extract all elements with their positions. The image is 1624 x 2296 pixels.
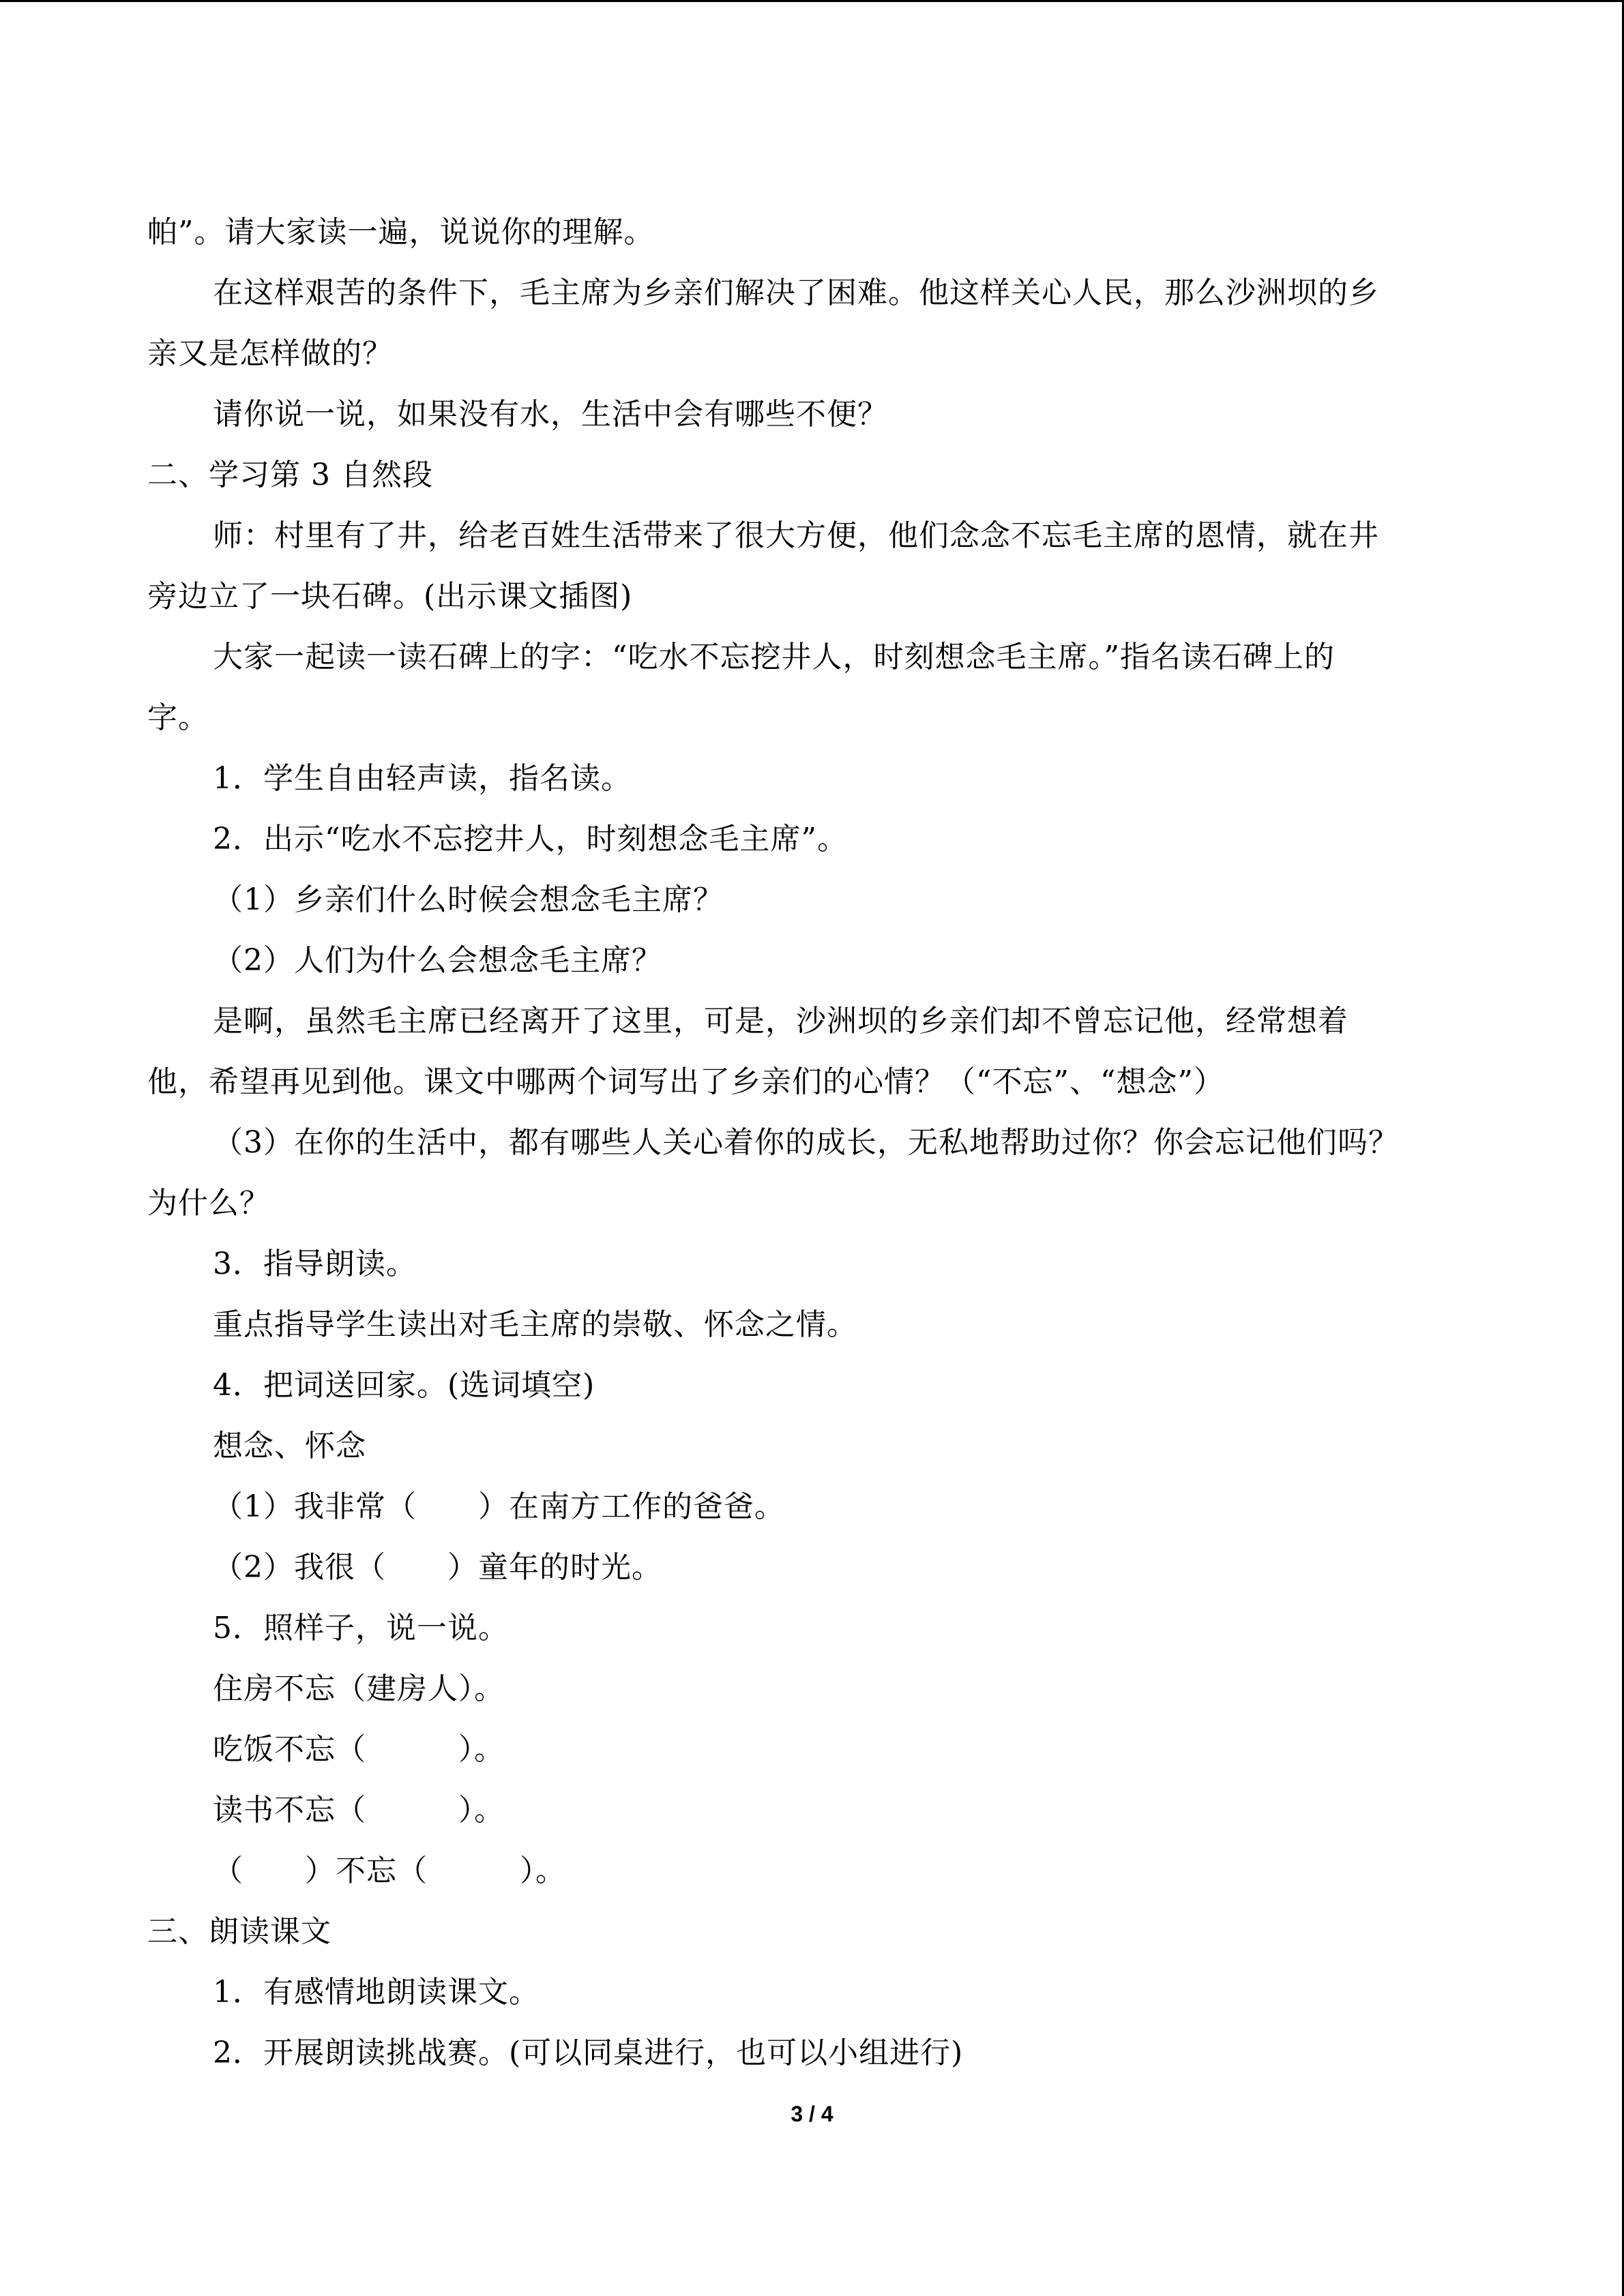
text-line: 三、朗读课文 xyxy=(147,1914,331,1949)
text-line: （ ）不忘（ ）。 xyxy=(213,1853,566,1888)
text-line: 2．开展朗读挑战赛。(可以同桌进行，也可以小组进行) xyxy=(213,2036,964,2070)
text-line: （1）我非常（ ）在南方工作的爸爸。 xyxy=(213,1489,785,1524)
text-line: 他，希望再见到他。课文中哪两个词写出了乡亲们的心情？（“不忘”、“想念”） xyxy=(147,1064,1224,1099)
text-line: 帕”。请大家读一遍，说说你的理解。 xyxy=(147,215,655,250)
text-line: 住房不忘（建房人）。 xyxy=(213,1671,505,1706)
text-line: （2）我很（ ）童年的时光。 xyxy=(213,1550,662,1585)
text-line: 二、学习第 3 自然段 xyxy=(147,458,433,492)
text-line: （3）在你的生活中，都有哪些人关心着你的成长，无私地帮助过你？你会忘记他们吗？ xyxy=(213,1125,1399,1160)
text-line: （1）乡亲们什么时候会想念毛主席？ xyxy=(213,882,724,917)
text-line: 为什么？ xyxy=(147,1186,270,1221)
text-line: 3．指导朗读。 xyxy=(213,1247,417,1281)
text-line: 重点指导学生读出对毛主席的崇敬、怀念之情。 xyxy=(213,1307,857,1342)
text-line: 想念、怀念 xyxy=(213,1429,366,1463)
text-line: 字。 xyxy=(147,700,209,735)
text-line: 读书不忘（ ）。 xyxy=(213,1793,505,1828)
text-line: 2．出示“吃水不忘挖井人，时刻想念毛主席”。 xyxy=(213,822,848,856)
text-line: 5．照样子，说一说。 xyxy=(213,1611,509,1645)
text-line: 是啊，虽然毛主席已经离开了这里，可是，沙洲坝的乡亲们却不曾忘记他，经常想着 xyxy=(213,1004,1348,1039)
text-line: 大家一起读一读石碑上的字：“吃水不忘挖井人，时刻想念毛主席。”指名读石碑上的 xyxy=(213,640,1335,674)
page-number: 3 / 4 xyxy=(791,2102,833,2126)
text-line: 吃饭不忘（ ）。 xyxy=(213,1732,505,1767)
text-line: 亲又是怎样做的？ xyxy=(147,336,393,371)
text-line: 1．学生自由轻声读，指名读。 xyxy=(213,761,632,796)
text-line: 旁边立了一块石碑。(出示课文插图) xyxy=(147,579,633,614)
text-line: （2）人们为什么会想念毛主席？ xyxy=(213,943,662,978)
text-line: 师：村里有了井，给老百姓生活带来了很大方便，他们念念不忘毛主席的恩情，就在井 xyxy=(213,518,1379,553)
text-line: 4．把词送回家。(选词填空) xyxy=(213,1368,595,1403)
text-line: 在这样艰苦的条件下，毛主席为乡亲们解决了困难。他这样关心人民，那么沙洲坝的乡 xyxy=(213,275,1379,310)
document-body xyxy=(147,202,1471,2083)
text-line: 请你说一说，如果没有水，生活中会有哪些不便？ xyxy=(213,397,888,432)
text-line: 1．有感情地朗读课文。 xyxy=(213,1975,540,2010)
